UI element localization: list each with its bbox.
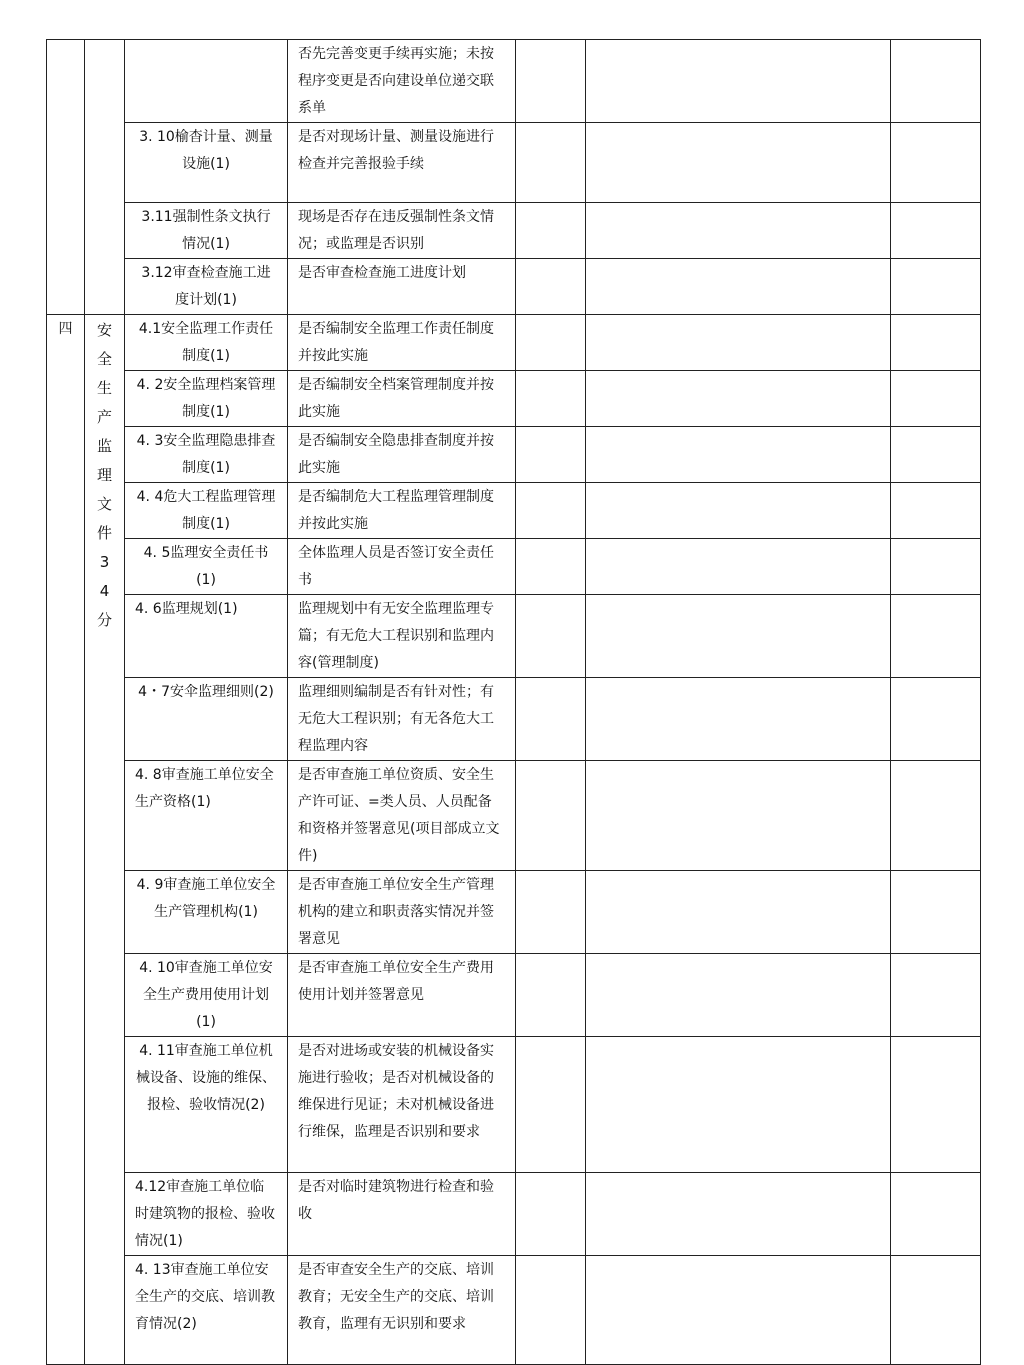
description-cell: 是否审查施工单位安全生产管理机构的建立和职责落实情况并签署意见 <box>288 871 516 954</box>
blank-cell <box>586 954 891 1037</box>
description-cell: 现场是否存在违反强制性条文情况；或监理是否识别 <box>288 203 516 259</box>
table-row <box>47 539 981 595</box>
blank-cell <box>516 371 586 427</box>
table-row <box>47 761 981 871</box>
seq-cell-empty <box>47 40 85 315</box>
blank-cell <box>516 483 586 539</box>
blank-cell <box>516 203 586 259</box>
blank-cell <box>586 595 891 678</box>
item-cell: 4. 13审查施工单位安全生产的交底、培训教育情况(2) <box>125 1256 288 1365</box>
description-cell: 是否审查检查施工进度计划 <box>288 259 516 315</box>
blank-cell <box>586 761 891 871</box>
table-row <box>47 315 981 371</box>
blank-cell <box>586 123 891 203</box>
blank-cell <box>516 1173 586 1256</box>
item-cell: 4. 5监理安全责任书(1) <box>125 539 288 595</box>
blank-cell <box>516 678 586 761</box>
description-cell: 是否审查施工单位资质、安全生产许可证、=类人员、人员配备和资格并签署意见(项目部成立文件) <box>288 761 516 871</box>
blank-cell <box>891 678 981 761</box>
table-row <box>47 1173 981 1256</box>
item-cell: 4. 2安全监理档案管理制度(1) <box>125 371 288 427</box>
item-cell: 4. 3安全监理隐患排查制度(1) <box>125 427 288 483</box>
description-cell: 否先完善变更手续再实施；未按程序变更是否向建设单位递交联系单 <box>288 40 516 123</box>
blank-cell <box>516 315 586 371</box>
blank-cell <box>586 315 891 371</box>
section-number: 四 <box>47 315 85 1365</box>
blank-cell <box>586 1173 891 1256</box>
blank-cell <box>891 1037 981 1173</box>
blank-cell <box>891 371 981 427</box>
description-cell: 是否编制安全监理工作责任制度并按此实施 <box>288 315 516 371</box>
blank-cell <box>891 123 981 203</box>
blank-cell <box>516 40 586 123</box>
blank-cell <box>891 259 981 315</box>
item-cell: 4.1安全监理工作责任制度(1) <box>125 315 288 371</box>
blank-cell <box>891 539 981 595</box>
item-cell: 4. 10审查施工单位安全生产费用使用计划(1) <box>125 954 288 1037</box>
blank-cell <box>586 259 891 315</box>
table-row <box>47 123 981 203</box>
blank-cell <box>586 203 891 259</box>
blank-cell <box>891 1173 981 1256</box>
blank-cell <box>516 954 586 1037</box>
description-cell: 是否对现场计量、测量设施进行检查并完善报验手续 <box>288 123 516 203</box>
blank-cell <box>586 40 891 123</box>
table-row <box>47 871 981 954</box>
blank-cell <box>586 1037 891 1173</box>
blank-cell <box>516 871 586 954</box>
blank-cell <box>516 123 586 203</box>
table-row <box>47 40 981 123</box>
item-cell: 3.11强制性条文执行情况(1) <box>125 203 288 259</box>
item-cell: 3. 10榆杳计量、测量设施(1) <box>125 123 288 203</box>
blank-cell <box>891 203 981 259</box>
blank-cell <box>891 40 981 123</box>
category-cell-empty <box>85 40 125 315</box>
blank-cell <box>516 539 586 595</box>
blank-cell <box>516 761 586 871</box>
table-row <box>47 203 981 259</box>
table-row <box>47 483 981 539</box>
blank-cell <box>891 315 981 371</box>
blank-cell <box>516 1037 586 1173</box>
item-cell: 4. 11审查施工单位机械设备、设施的维保、报检、验收情况(2) <box>125 1037 288 1173</box>
table-row <box>47 678 981 761</box>
table-row <box>47 427 981 483</box>
blank-cell <box>586 427 891 483</box>
blank-cell <box>516 1256 586 1365</box>
table-row <box>47 259 981 315</box>
description-cell: 是否对进场或安装的机械设备实施进行验收；是否对机械设备的维保进行见证；未对机械设备进行维保，监理是否识别和要求 <box>288 1037 516 1173</box>
blank-cell <box>891 483 981 539</box>
blank-cell <box>891 954 981 1037</box>
description-cell: 监理细则编制是否有针对性；有无危大工程识别；有无各危大工程监理内容 <box>288 678 516 761</box>
supervision-checklist-table <box>46 39 981 1365</box>
description-cell: 监理规划中有无安全监理监理专篇；有无危大工程识别和监理内容(管理制度) <box>288 595 516 678</box>
description-cell: 是否对临时建筑物进行检查和验收 <box>288 1173 516 1256</box>
blank-cell <box>891 1256 981 1365</box>
description-cell: 是否审查安全生产的交底、培训教育；无安全生产的交底、培训教育，监理有无识别和要求 <box>288 1256 516 1365</box>
blank-cell <box>586 871 891 954</box>
section-category-cell <box>85 315 125 1365</box>
description-cell: 是否编制安全档案管理制度并按此实施 <box>288 371 516 427</box>
item-cell: 4・7安伞监理细则(2) <box>125 678 288 761</box>
table-row <box>47 595 981 678</box>
description-cell: 是否审查施工单位安全生产费用使用计划并签署意见 <box>288 954 516 1037</box>
item-cell: 4. 4危大工程监理管理制度(1) <box>125 483 288 539</box>
blank-cell <box>891 595 981 678</box>
item-cell: 4. 6监理规划(1) <box>125 595 288 678</box>
item-cell: 4. 8审查施工单位安全生产资格(1) <box>125 761 288 871</box>
item-cell <box>125 40 288 123</box>
blank-cell <box>586 1256 891 1365</box>
item-cell: 4. 9审查施工单位安全生产管理机构(1) <box>125 871 288 954</box>
table-row <box>47 371 981 427</box>
blank-cell <box>891 761 981 871</box>
blank-cell <box>516 595 586 678</box>
blank-cell <box>586 539 891 595</box>
blank-cell <box>516 427 586 483</box>
item-cell: 3.12审查检查施工进度计划(1) <box>125 259 288 315</box>
description-cell: 是否编制安全隐患排查制度并按此实施 <box>288 427 516 483</box>
table-row <box>47 954 981 1037</box>
blank-cell <box>891 427 981 483</box>
blank-cell <box>516 259 586 315</box>
blank-cell <box>586 483 891 539</box>
blank-cell <box>586 678 891 761</box>
table-row <box>47 1037 981 1173</box>
item-cell: 4.12审查施工单位临时建筑物的报检、验收情况(1) <box>125 1173 288 1256</box>
description-cell: 是否编制危大工程监理管理制度并按此实施 <box>288 483 516 539</box>
description-cell: 全体监理人员是否签订安全责任书 <box>288 539 516 595</box>
table-row <box>47 1256 981 1365</box>
section-category-label: 安全生产监理文件34分 <box>96 321 112 629</box>
blank-cell <box>586 371 891 427</box>
blank-cell <box>891 871 981 954</box>
